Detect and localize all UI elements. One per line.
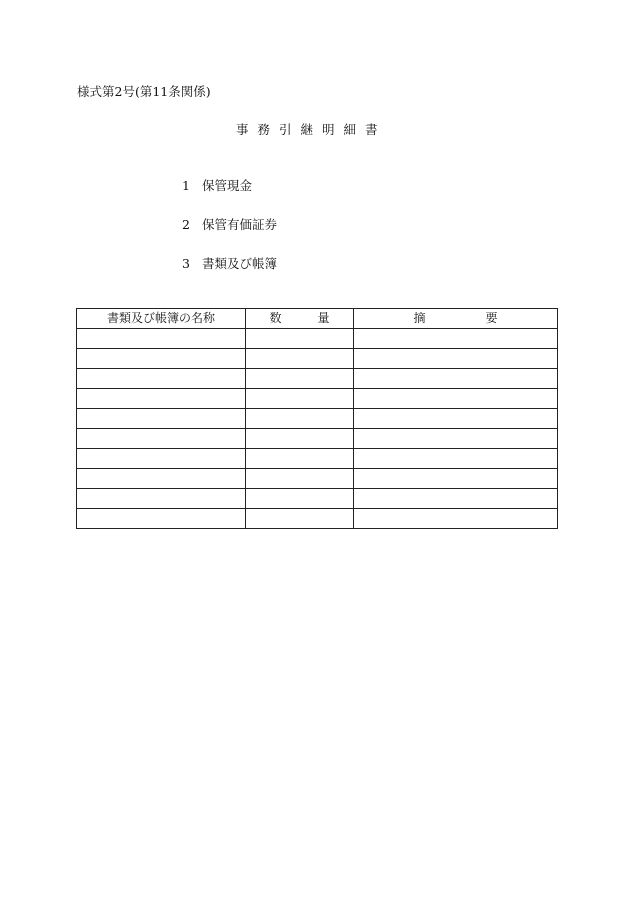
list-item: [182, 256, 277, 295]
cell-name: [77, 489, 246, 509]
table-row: [77, 389, 558, 409]
cell-quantity: [246, 389, 354, 409]
table-row: [77, 429, 558, 449]
item-label: 保管有価証券: [202, 217, 278, 232]
cell-name: [77, 349, 246, 369]
cell-quantity: [246, 509, 354, 529]
cell-quantity: [246, 349, 354, 369]
cell-quantity: [246, 329, 354, 349]
item-number: 2: [182, 217, 190, 232]
cell-remarks: [354, 469, 558, 489]
cell-name: [77, 329, 246, 349]
table-row: [77, 449, 558, 469]
column-header-quantity: 数 量: [246, 309, 354, 329]
item-label: 保管現金: [202, 178, 253, 193]
document-title: 事務引継明細書: [236, 122, 387, 137]
cell-remarks: [354, 409, 558, 429]
cell-quantity: [246, 429, 354, 449]
cell-quantity: [246, 489, 354, 509]
table-row: [77, 409, 558, 429]
table-row: [77, 369, 558, 389]
table-header-row: [77, 309, 558, 329]
table-row: [77, 509, 558, 529]
list-item: [182, 217, 277, 256]
item-number: 1: [182, 178, 190, 193]
item-number: 3: [182, 256, 190, 271]
cell-remarks: [354, 389, 558, 409]
cell-name: [77, 429, 246, 449]
cell-name: [77, 469, 246, 489]
cell-remarks: [354, 509, 558, 529]
item-list: [182, 178, 277, 295]
item-label: 書類及び帳簿: [202, 256, 278, 271]
form-number: 様式第2号(第11条関係): [77, 84, 211, 99]
cell-name: [77, 389, 246, 409]
table-row: [77, 489, 558, 509]
cell-remarks: [354, 369, 558, 389]
cell-remarks: [354, 449, 558, 469]
cell-quantity: [246, 369, 354, 389]
cell-name: [77, 449, 246, 469]
cell-name: [77, 509, 246, 529]
cell-remarks: [354, 429, 558, 449]
cell-remarks: [354, 329, 558, 349]
ledger-table: [76, 308, 558, 529]
cell-quantity: [246, 409, 354, 429]
cell-remarks: [354, 489, 558, 509]
list-item: [182, 178, 277, 217]
column-header-remarks: 摘 要: [354, 309, 558, 329]
table-row: [77, 329, 558, 349]
table-row: [77, 469, 558, 489]
cell-name: [77, 369, 246, 389]
cell-remarks: [354, 349, 558, 369]
table-row: [77, 349, 558, 369]
column-header-name: 書類及び帳簿の名称: [77, 309, 246, 329]
cell-name: [77, 409, 246, 429]
cell-quantity: [246, 449, 354, 469]
cell-quantity: [246, 469, 354, 489]
